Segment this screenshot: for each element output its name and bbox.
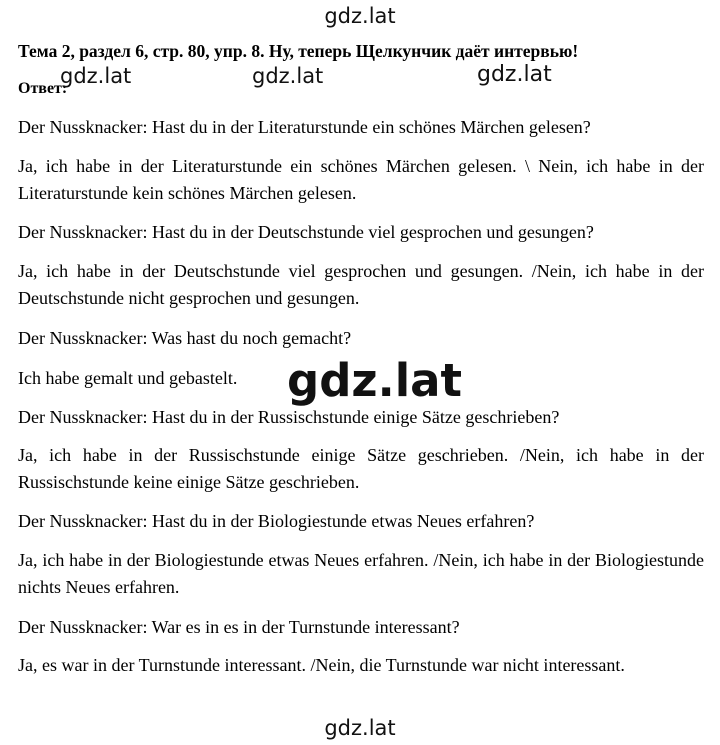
question-russian: Der Nussknacker: Hast du in der Russischstunde einige Sätze geschrieben? [18, 407, 560, 427]
watermark-row-1: gdz.lat [60, 64, 132, 88]
answer-biology: Ja, ich habe in der Biologiestunde etwas Neues erfahren. /Nein, ich habe in der Biologiestunde nichts Neues erfahren. [18, 550, 704, 597]
question-biology: Der Nussknacker: Hast du in der Biologiestunde etwas Neues erfahren? [18, 511, 535, 531]
question-literature: Der Nussknacker: Hast du in der Literaturstunde ein schönes Märchen gelesen? [18, 117, 591, 137]
answer-what-else: Ich habe gemalt und gebastelt. [18, 368, 238, 388]
answer-gym: Ja, es war in der Turnstunde interessant. /Nein, die Turnstunde war nicht interessant. [18, 655, 625, 675]
answer-german: Ja, ich habe in der Deutschstunde viel gesprochen und gesungen. /Nein, ich habe in der Deutschstunde nicht gesprochen und gesungen. [18, 261, 704, 308]
question-what-else: Der Nussknacker: Was hast du noch gemacht? [18, 328, 352, 348]
exercise-title: Тема 2, раздел 6, стр. 80, упр. 8. Ну, теперь Щелкунчик даёт интервью! [18, 41, 579, 61]
watermark-center: gdz.lat [287, 354, 463, 407]
question-german: Der Nussknacker: Hast du in der Deutschstunde viel gesprochen und gesungen? [18, 222, 594, 242]
answer-russian: Ja, ich habe in der Russischstunde einige Sätze geschrieben. /Nein, ich habe in der Russischstunde keine einige Sätze geschrieben. [18, 445, 704, 492]
watermark-bottom: gdz.lat [324, 716, 396, 740]
answer-literature: Ja, ich habe in der Literaturstunde ein schönes Märchen gelesen. \ Nein, ich habe in der Literaturstunde kein schönes Märchen gelesen. [18, 156, 704, 203]
watermark-top: gdz.lat [324, 4, 396, 28]
answer-label: Ответ: [18, 80, 68, 97]
watermark-row-3: gdz.lat [477, 62, 552, 87]
question-gym: Der Nussknacker: War es in es in der Turnstunde interessant? [18, 617, 460, 637]
watermark-row-2: gdz.lat [252, 64, 324, 88]
